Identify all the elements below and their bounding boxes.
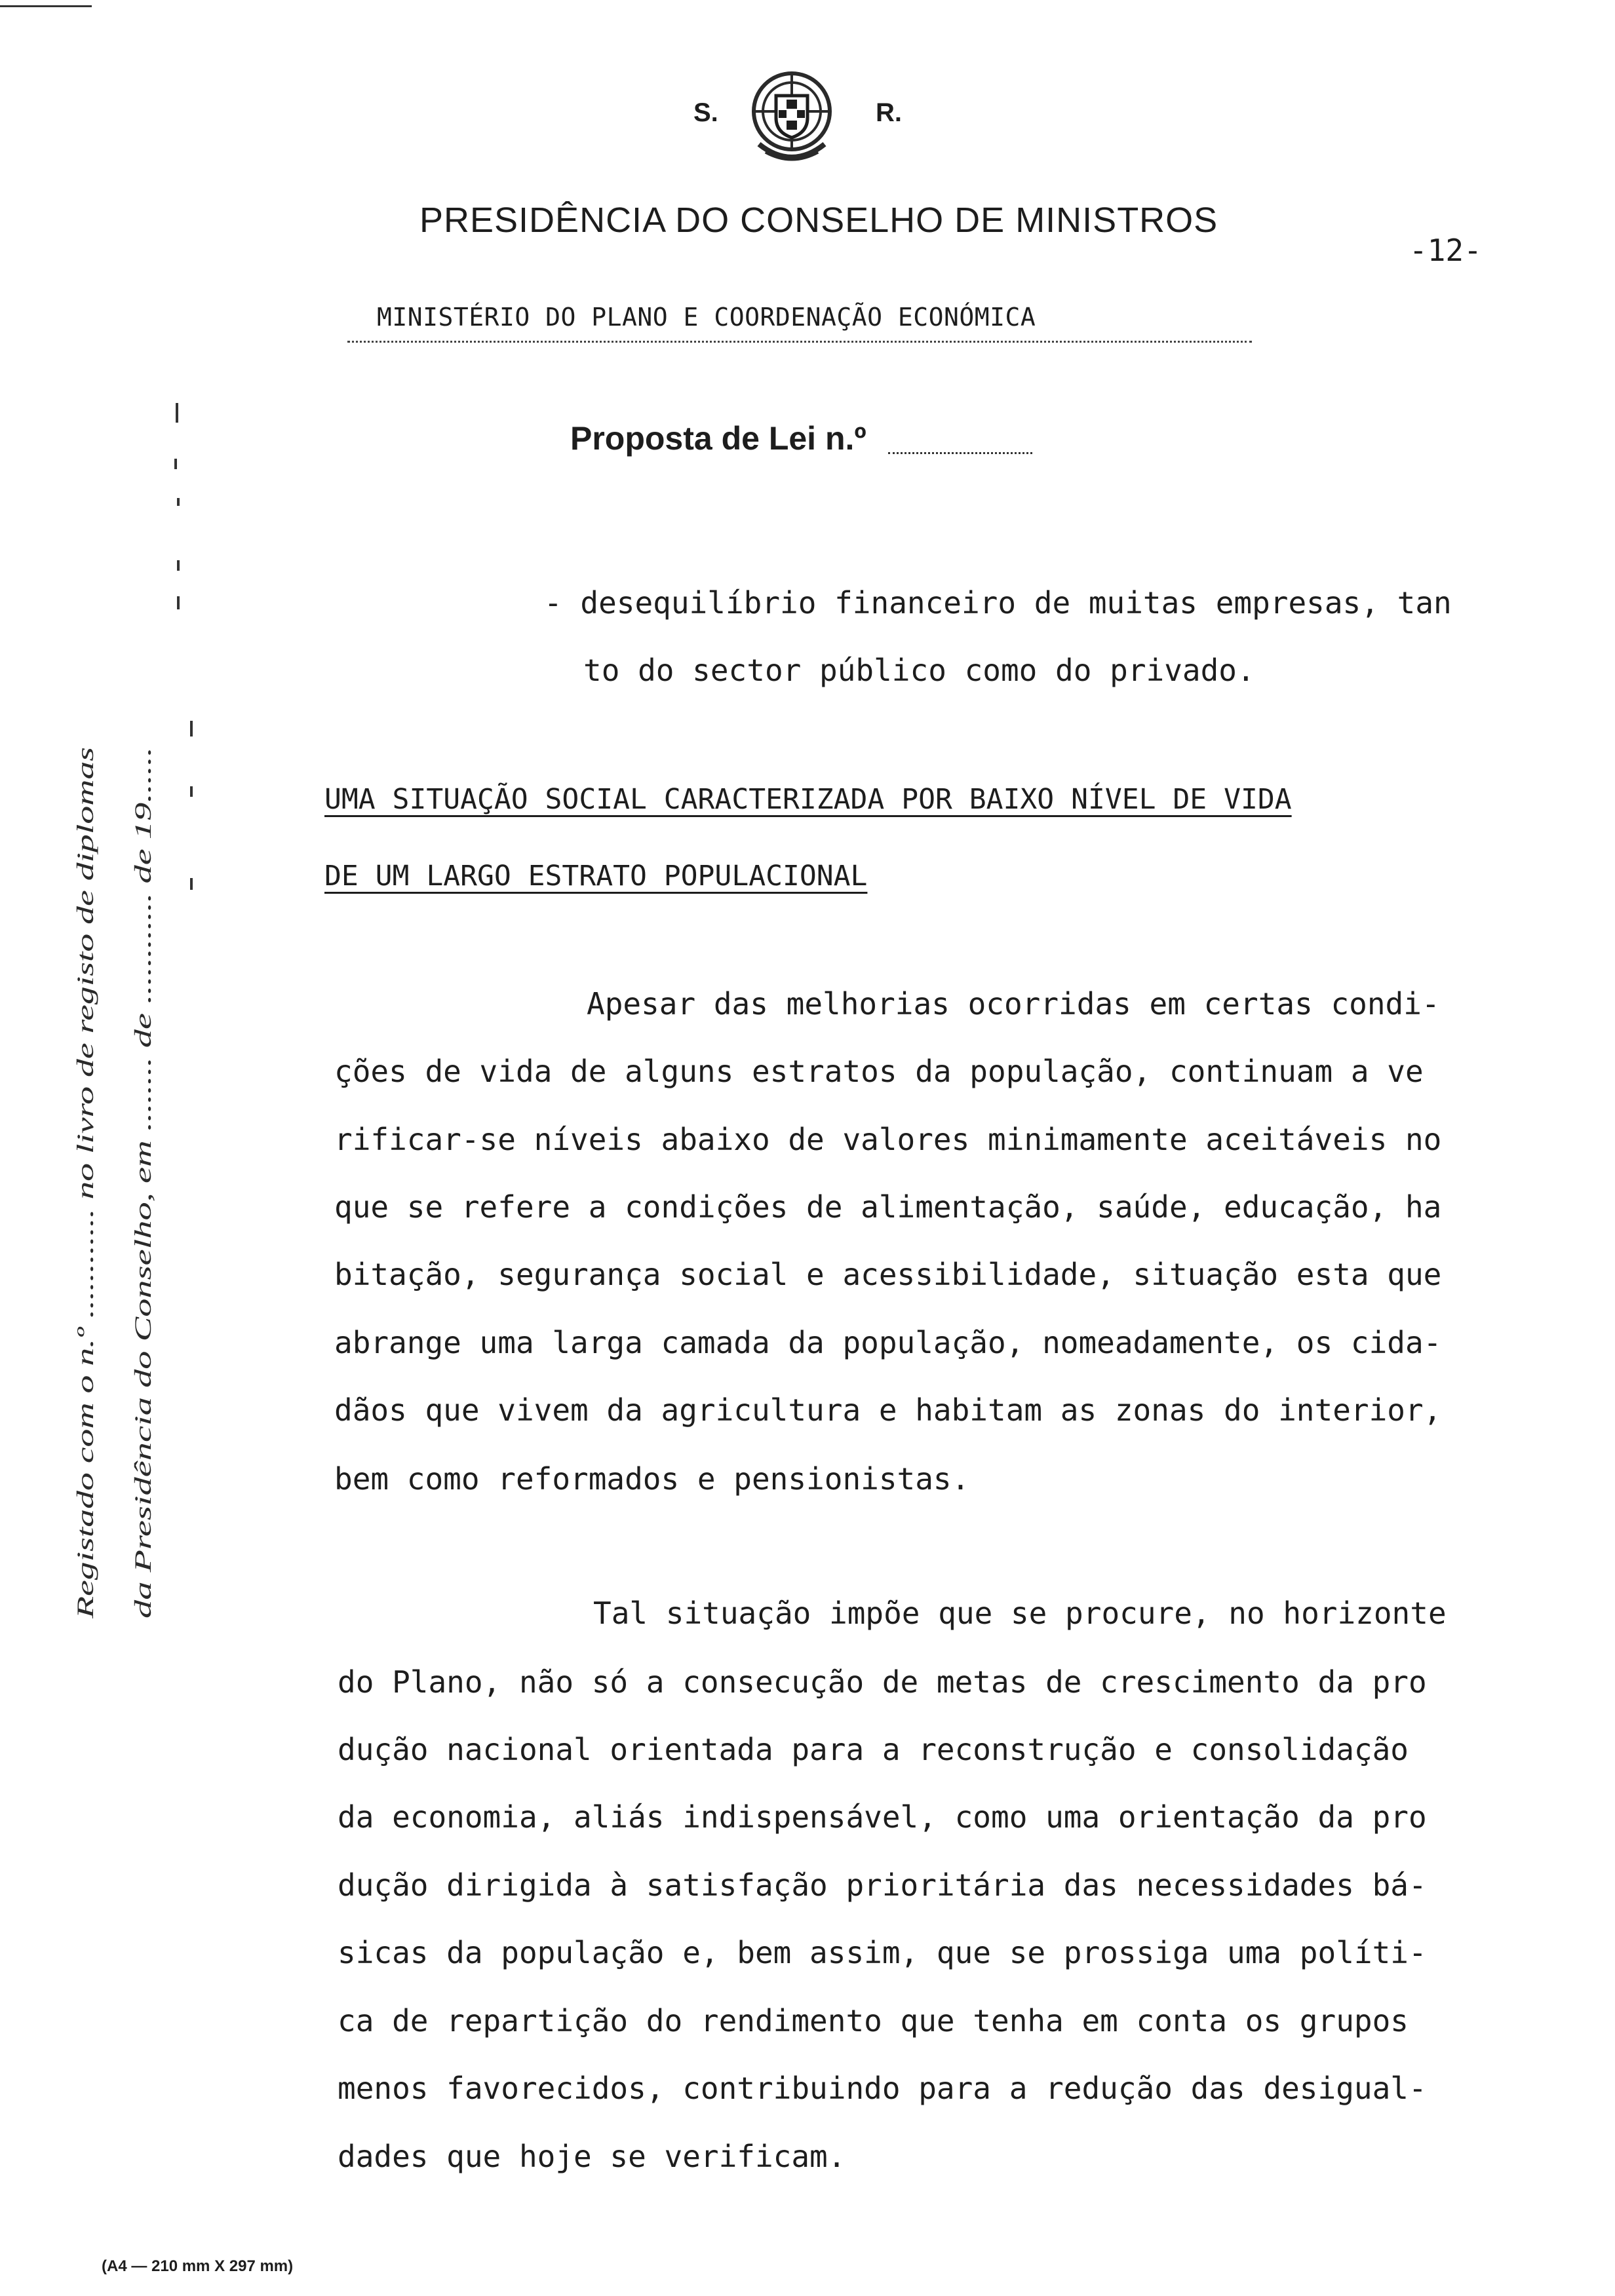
proposta-number-blank (888, 452, 1032, 454)
paragraph-line: dução nacional orientada para a reconstrução e consolidação (338, 1732, 1409, 1767)
paragraph-line: dades que hoje se verificam. (338, 2139, 846, 2174)
paragraph-line: Apesar das melhorias ocorridas em certas condi- (587, 986, 1440, 1022)
section-heading-line-2: DE UM LARGO ESTRATO POPULACIONAL (324, 860, 868, 892)
margin-tick (176, 403, 178, 423)
section-heading-line-1: UMA SITUAÇÃO SOCIAL CARACTERIZADA POR BAIXO NÍVEL DE VIDA (324, 783, 1292, 816)
paragraph-line: dãos que vivem da agricultura e habitam as zonas do interior, (334, 1392, 1442, 1428)
paragraph-line: menos favorecidos, contribuindo para a redução das desigual- (338, 2071, 1427, 2106)
paragraph-line: da economia, aliás indispensável, como uma orientação da pro (338, 1799, 1427, 1835)
paragraph-line: Tal situação impõe que se procure, no horizonte (593, 1596, 1447, 1631)
top-rule (0, 5, 92, 7)
page-number: -12- (1409, 233, 1482, 268)
bullet-line-2: to do sector público como do privado. (583, 653, 1255, 688)
paragraph-line: ções de vida de alguns estratos da população, continuam a ve (334, 1054, 1424, 1089)
paragraph-line: do Plano, não só a consecução de metas de crescimento da pro (338, 1664, 1427, 1700)
ministry-name: MINISTÉRIO DO PLANO E COORDENAÇÃO ECONÓMICA (377, 303, 1036, 332)
bullet-line-1: - desequilíbrio financeiro de muitas empresas, tan (544, 585, 1452, 621)
paragraph-line: sicas da população e, bem assim, que se prossiga uma políti- (338, 1935, 1427, 1970)
margin-tick (190, 786, 193, 797)
paragraph-line: rificar-se níveis abaixo de valores minimamente aceitáveis no (334, 1122, 1442, 1157)
paper-size-footer: (A4 — 210 mm X 297 mm) (102, 2257, 294, 2275)
paragraph-line: ca de repartição do rendimento que tenha em conta os grupos (338, 2003, 1409, 2038)
coat-of-arms-seal (739, 66, 844, 170)
seal-right-letter: R. (876, 98, 902, 127)
margin-note-line-1: Registado com o n.º ............ no livro de registo de diplomas (72, 1055, 98, 1618)
margin-tick (190, 721, 193, 737)
paragraph-line: dução dirigida à satisfação prioritária das necessidades bá- (338, 1867, 1427, 1903)
paragraph-line: que se refere a condições de alimentação, saúde, educação, ha (334, 1189, 1442, 1225)
seal-left-letter: S. (693, 98, 718, 127)
paragraph-line: bem como reformados e pensionistas. (334, 1461, 970, 1497)
margin-note-line-2: da Presidência do Conselho, em ........ de ............ de 19...... (130, 1062, 156, 1618)
margin-tick (177, 596, 180, 609)
margin-tick (177, 560, 180, 571)
margin-tick (177, 498, 180, 506)
margin-tick (174, 459, 177, 469)
paragraph-line: bitação, segurança social e acessibilidade, situação esta que (334, 1257, 1442, 1292)
ministry-underline (347, 341, 1252, 343)
page-title: PRESIDÊNCIA DO CONSELHO DE MINISTROS (419, 201, 1218, 240)
proposta-label: Proposta de Lei n.º (570, 420, 866, 457)
registration-margin-note (52, 727, 177, 1618)
paragraph-line: abrange uma larga camada da população, nomeadamente, os cida- (334, 1325, 1442, 1360)
margin-tick (190, 878, 193, 890)
